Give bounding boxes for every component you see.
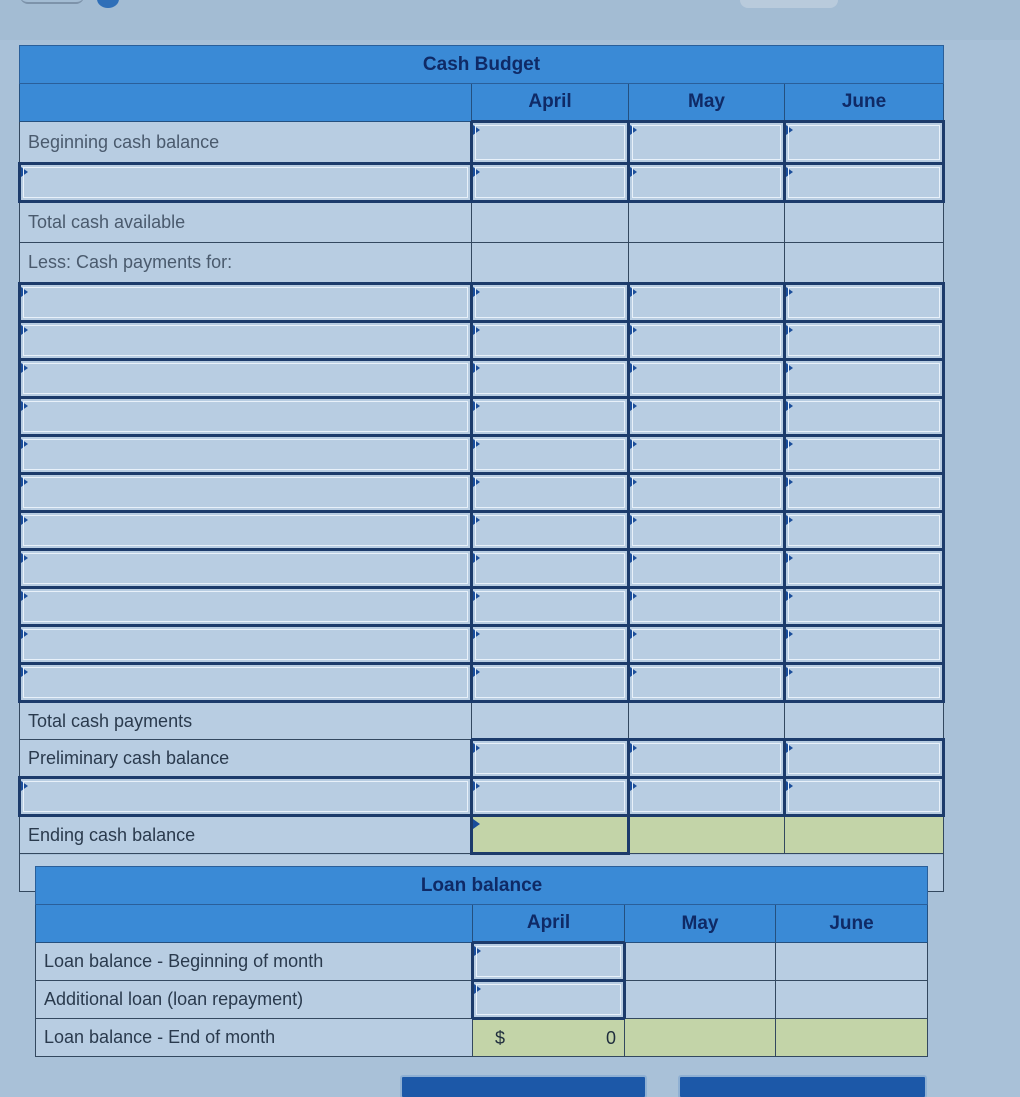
loan-beginning-may xyxy=(625,943,776,981)
input-beginning-may[interactable] xyxy=(629,122,785,164)
loan-ending-june xyxy=(776,1019,928,1057)
top-bar xyxy=(0,0,1020,40)
payment-row xyxy=(20,436,944,474)
cash-budget-table xyxy=(18,45,945,892)
payment-april-input[interactable] xyxy=(472,664,629,702)
payment-june-input[interactable] xyxy=(785,626,944,664)
row-less-cash-payments xyxy=(20,243,944,284)
label-loan-ending: Loan balance - End of month xyxy=(36,1019,473,1057)
payment-row xyxy=(20,512,944,550)
payment-june-input[interactable] xyxy=(785,360,944,398)
payment-may-input[interactable] xyxy=(629,664,785,702)
loan-balance-table xyxy=(35,866,928,1057)
payment-may-input[interactable] xyxy=(629,284,785,322)
payment-row xyxy=(20,664,944,702)
input-preliminary-may[interactable] xyxy=(629,740,785,778)
payment-row xyxy=(20,322,944,360)
payment-label-input[interactable] xyxy=(20,322,472,360)
payment-april-input[interactable] xyxy=(472,550,629,588)
loan-balance-title: Loan balance xyxy=(36,867,928,905)
loan-additional-may xyxy=(625,981,776,1019)
row-total-cash-payments xyxy=(20,702,944,740)
payment-june-input[interactable] xyxy=(785,664,944,702)
payment-label-input[interactable] xyxy=(20,360,472,398)
top-button-fragment[interactable] xyxy=(740,0,838,8)
payment-april-input[interactable] xyxy=(472,588,629,626)
payment-row xyxy=(20,360,944,398)
loan-additional-june xyxy=(776,981,928,1019)
label-beginning-cash-balance: Beginning cash balance xyxy=(20,122,472,164)
loan-ending-april xyxy=(473,1019,625,1057)
question-label-fragment xyxy=(20,0,84,4)
payment-label-input[interactable] xyxy=(20,284,472,322)
input-loan-additional-april[interactable] xyxy=(473,981,625,1019)
label-loan-beginning: Loan balance - Beginning of month xyxy=(36,943,473,981)
less-june xyxy=(785,243,944,284)
input-marker-icon xyxy=(473,819,480,829)
loan-ending-april-value: 0 xyxy=(605,1028,616,1048)
loan-header-may: May xyxy=(625,905,776,943)
row-loan-beginning xyxy=(36,943,928,981)
row-preliminary-cash-balance xyxy=(20,740,944,778)
input-beginning-june[interactable] xyxy=(785,122,944,164)
payment-row xyxy=(20,474,944,512)
label-loan-additional: Additional loan (loan repayment) xyxy=(36,981,473,1019)
row-loan-additional xyxy=(36,981,928,1019)
total-cash-payments-may xyxy=(629,702,785,740)
header-blank xyxy=(20,84,472,122)
payment-row xyxy=(20,550,944,588)
payment-row xyxy=(20,398,944,436)
cash-budget-title: Cash Budget xyxy=(20,46,944,84)
payment-april-input[interactable] xyxy=(472,284,629,322)
label-less-cash-payments: Less: Cash payments for: xyxy=(20,243,472,284)
loan-beginning-june xyxy=(776,943,928,981)
row-total-cash-available xyxy=(20,202,944,243)
payment-may-input[interactable] xyxy=(629,474,785,512)
payment-may-input[interactable] xyxy=(629,360,785,398)
label-preliminary-cash-balance: Preliminary cash balance xyxy=(20,740,472,778)
input-financing-april[interactable] xyxy=(472,778,629,816)
row-ending-cash-balance xyxy=(20,816,944,854)
header-april: April xyxy=(472,84,629,122)
payment-april-input[interactable] xyxy=(472,474,629,512)
less-may xyxy=(629,243,785,284)
currency-symbol: $ xyxy=(495,1028,506,1048)
input-receipts-june[interactable] xyxy=(785,164,944,202)
header-june: June xyxy=(785,84,944,122)
info-icon[interactable] xyxy=(97,0,119,8)
total-cash-available-april xyxy=(472,202,629,243)
payment-june-input[interactable] xyxy=(785,550,944,588)
payment-label-input[interactable] xyxy=(20,664,472,702)
input-beginning-april[interactable] xyxy=(472,122,629,164)
loan-ending-may xyxy=(625,1019,776,1057)
payment-label-input[interactable] xyxy=(20,626,472,664)
payment-may-input[interactable] xyxy=(629,398,785,436)
input-preliminary-june[interactable] xyxy=(785,740,944,778)
payment-row xyxy=(20,626,944,664)
input-financing-may[interactable] xyxy=(629,778,785,816)
ending-june xyxy=(785,816,944,854)
input-ending-april[interactable] xyxy=(472,816,629,854)
payment-june-input[interactable] xyxy=(785,474,944,512)
less-april xyxy=(472,243,629,284)
payment-may-input[interactable] xyxy=(629,626,785,664)
row-beginning-cash-balance xyxy=(20,122,944,164)
total-cash-available-may xyxy=(629,202,785,243)
payment-april-input[interactable] xyxy=(472,626,629,664)
payment-may-input[interactable] xyxy=(629,512,785,550)
payment-may-input[interactable] xyxy=(629,436,785,474)
payment-may-input[interactable] xyxy=(629,322,785,360)
payment-june-input[interactable] xyxy=(785,284,944,322)
loan-header-blank xyxy=(36,905,473,943)
payment-label-input[interactable] xyxy=(20,588,472,626)
payment-may-input[interactable] xyxy=(629,550,785,588)
next-required-button[interactable] xyxy=(678,1075,927,1097)
input-preliminary-april[interactable] xyxy=(472,740,629,778)
payment-label-input[interactable] xyxy=(20,550,472,588)
payment-april-input[interactable] xyxy=(472,322,629,360)
payment-june-input[interactable] xyxy=(785,588,944,626)
input-loan-beginning-april[interactable] xyxy=(473,943,625,981)
payment-label-input[interactable] xyxy=(20,512,472,550)
payment-june-input[interactable] xyxy=(785,322,944,360)
payment-may-input[interactable] xyxy=(629,588,785,626)
payment-june-input[interactable] xyxy=(785,398,944,436)
total-cash-payments-april xyxy=(472,702,629,740)
prev-required-button[interactable] xyxy=(400,1075,647,1097)
label-ending-cash-balance: Ending cash balance xyxy=(20,816,472,854)
payment-june-input[interactable] xyxy=(785,512,944,550)
input-receipts-april[interactable] xyxy=(472,164,629,202)
payment-april-input[interactable] xyxy=(472,398,629,436)
total-cash-payments-june xyxy=(785,702,944,740)
loan-header-april: April xyxy=(473,905,625,943)
payment-row xyxy=(20,588,944,626)
ending-may xyxy=(629,816,785,854)
payment-june-input[interactable] xyxy=(785,436,944,474)
header-may: May xyxy=(629,84,785,122)
payment-row xyxy=(20,284,944,322)
payment-april-input[interactable] xyxy=(472,360,629,398)
payment-april-input[interactable] xyxy=(472,512,629,550)
payment-label-input[interactable] xyxy=(20,398,472,436)
input-financing-june[interactable] xyxy=(785,778,944,816)
payment-april-input[interactable] xyxy=(472,436,629,474)
input-receipts-may[interactable] xyxy=(629,164,785,202)
row-receipts xyxy=(20,164,944,202)
payment-label-input[interactable] xyxy=(20,436,472,474)
row-loan-ending xyxy=(36,1019,928,1057)
loan-header-june: June xyxy=(776,905,928,943)
row-financing xyxy=(20,778,944,816)
input-financing-label[interactable] xyxy=(20,778,472,816)
input-receipts-label[interactable] xyxy=(20,164,472,202)
payment-label-input[interactable] xyxy=(20,474,472,512)
total-cash-available-june xyxy=(785,202,944,243)
label-total-cash-available: Total cash available xyxy=(20,202,472,243)
label-total-cash-payments: Total cash payments xyxy=(20,702,472,740)
